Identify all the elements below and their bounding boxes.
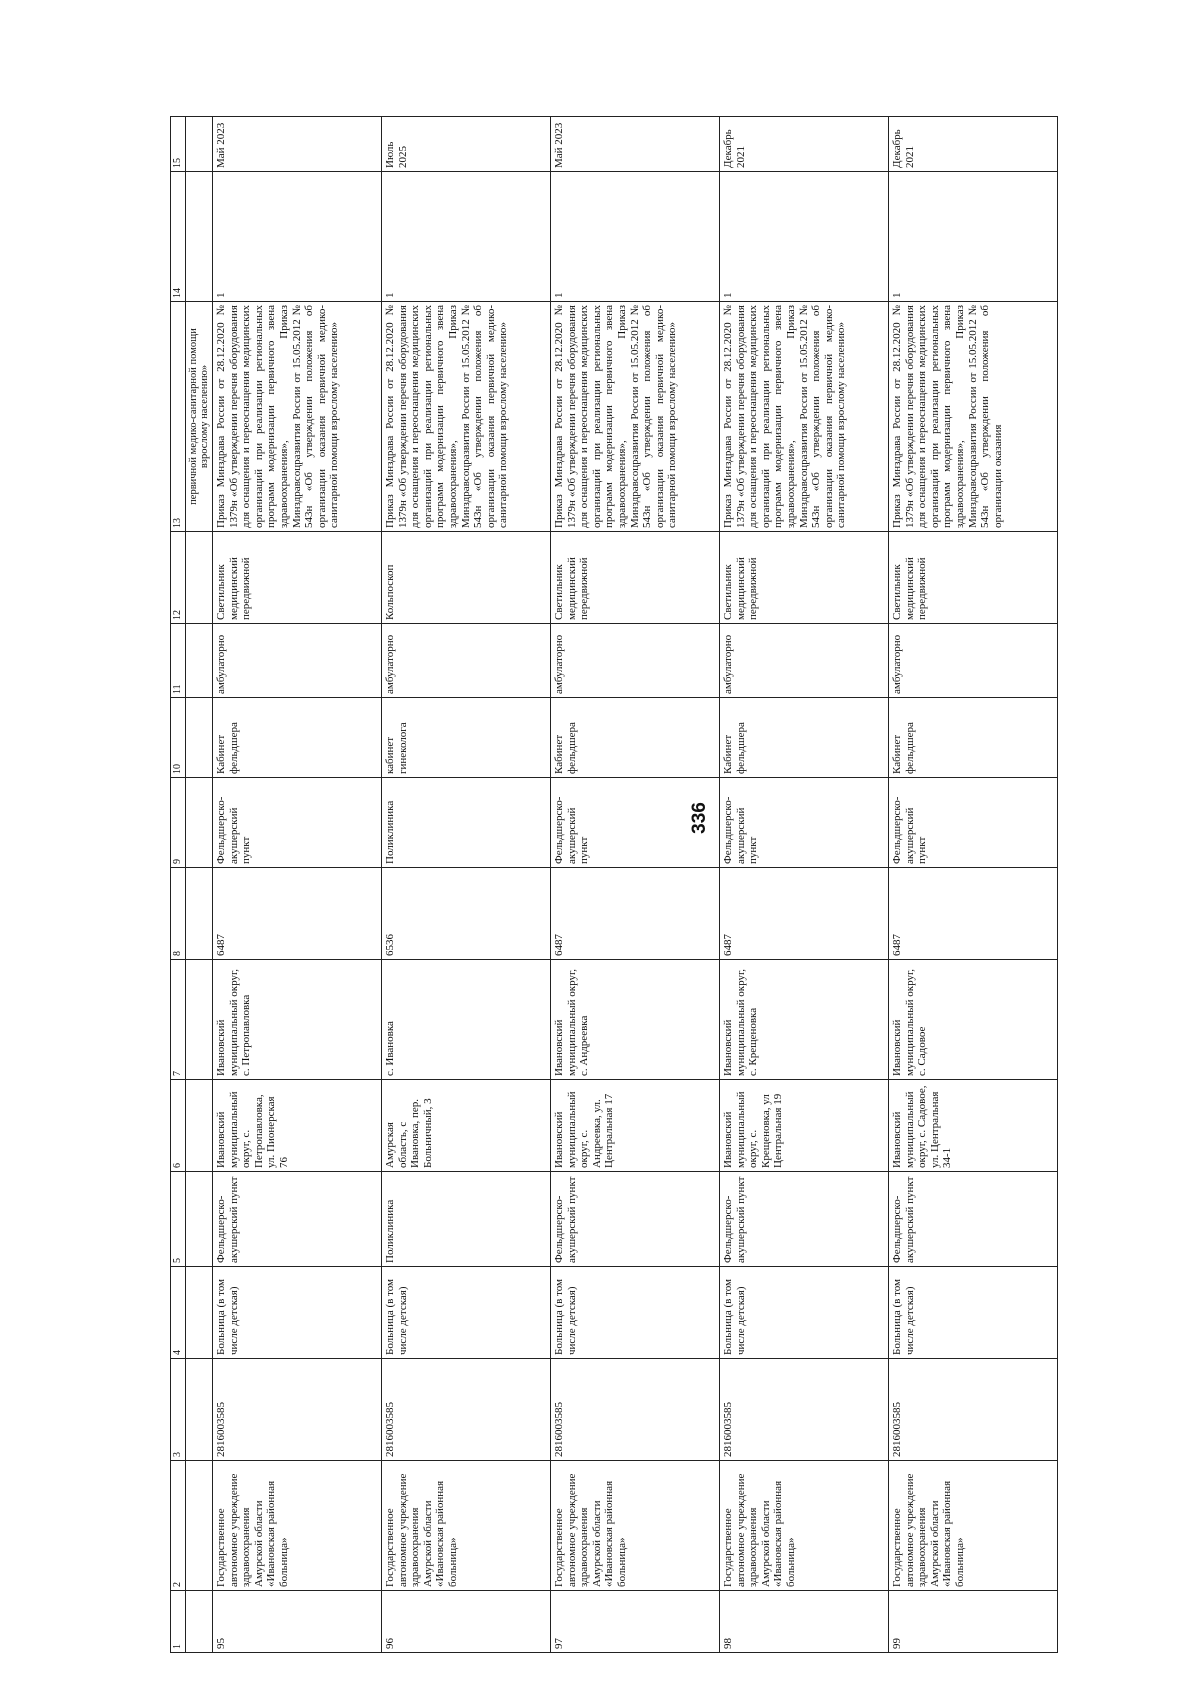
- col-number: 15: [171, 117, 186, 172]
- cabinet: кабинет гинеколога: [382, 698, 551, 778]
- table-row: [213, 117, 382, 1653]
- cabinet: Кабинет фельдшера: [889, 698, 1058, 778]
- division: Поликлиника: [382, 778, 551, 868]
- settlement: Ивановский муниципальный округ, с. Садовое: [889, 960, 1058, 1080]
- col-number: 14: [171, 172, 186, 302]
- col-number: 3: [171, 1359, 186, 1461]
- care-condition: амбулаторно: [551, 624, 720, 698]
- col-number: 2: [171, 1461, 186, 1591]
- col-number: 10: [171, 698, 186, 778]
- equipment-name: Светильник медицинский передвижной: [213, 532, 382, 624]
- organization-name: Государственное автономное учреждение здравоохранения Амурской области «Ивановская районная больница»: [551, 1461, 720, 1591]
- continuation-text: первичной медико-санитарной помощи взрослому населению»: [186, 302, 213, 532]
- population: 6487: [889, 868, 1058, 960]
- delivery-date: Декабрь 2021: [889, 117, 1058, 172]
- organization-type: Больница (в том числе детская): [889, 1267, 1058, 1359]
- address: Амурская область, с Ивановка, пер. Больничный, 3: [382, 1080, 551, 1172]
- cabinet: Кабинет фельдшера: [720, 698, 889, 778]
- inn: 2816003585: [213, 1359, 382, 1461]
- organization-type: Больница (в том числе детская): [551, 1267, 720, 1359]
- legal-basis: Приказ Минздрава России от 28.12.2020 № 1379н «Об утверждении перечня оборудования для оснащения и переоснащения медицинских организаций при реализации региональных программ модернизации первичного звена здравоохранения», Приказ Минздравсоцразвития России от 15.05.2012 № 543н «Об утверждении положения об организации оказания первичной медико-санитарной помощи взрослому населению»: [720, 302, 889, 532]
- population: 6487: [551, 868, 720, 960]
- col-number: 6: [171, 1080, 186, 1172]
- address: Ивановский муниципальный округ, с. Садовое, ул. Центральная 34-1: [889, 1080, 1058, 1172]
- quantity: 1: [720, 172, 889, 302]
- delivery-date: Май 2023: [213, 117, 382, 172]
- table-row: [720, 117, 889, 1653]
- table-row: [551, 117, 720, 1653]
- inn: 2816003585: [382, 1359, 551, 1461]
- settlement: Ивановский муниципальный округ, с. Крещеновка: [720, 960, 889, 1080]
- row-number: 95: [213, 1591, 382, 1653]
- organization-type: Больница (в том числе детская): [382, 1267, 551, 1359]
- population: 6487: [720, 868, 889, 960]
- organization-type: Больница (в том числе детская): [720, 1267, 889, 1359]
- settlement: с. Ивановка: [382, 960, 551, 1080]
- organization-name: Государственное автономное учреждение здравоохранения Амурской области «Ивановская районная больница»: [382, 1461, 551, 1591]
- quantity: 1: [382, 172, 551, 302]
- care-condition: амбулаторно: [382, 624, 551, 698]
- organization-name: Государственное автономное учреждение здравоохранения Амурской области «Ивановская районная больница»: [213, 1461, 382, 1591]
- division: Фельдшерско-акушерский пункт: [551, 778, 720, 868]
- continuation-row: [186, 117, 213, 1653]
- division: Фельдшерско-акушерский пункт: [213, 778, 382, 868]
- col-number: 12: [171, 532, 186, 624]
- equipment-register-table: [170, 116, 1058, 1653]
- column-number-row: [171, 117, 186, 1653]
- col-number: 9: [171, 778, 186, 868]
- population: 6536: [382, 868, 551, 960]
- legal-basis: Приказ Минздрава России от 28.12.2020 № 1379н «Об утверждении перечня оборудования для оснащения и переоснащения медицинских организаций при реализации региональных программ модернизации первичного звена здравоохранения», Приказ Минздравсоцразвития России от 15.05.2012 № 543н «Об утверждении положения об организации оказания первичной медико-санитарной помощи взрослому населению»: [213, 302, 382, 532]
- organization-name: Государственное автономное учреждение здравоохранения Амурской области «Ивановская районная больница»: [889, 1461, 1058, 1591]
- unit-type: Фельдшерско-акушерский пункт: [551, 1172, 720, 1267]
- settlement: Ивановский муниципальный округ, с. Андреевка: [551, 960, 720, 1080]
- unit-type: Фельдшерско-акушерский пункт: [720, 1172, 889, 1267]
- address: Ивановский муниципальный округ, с. Петропавловка, ул. Пионерская 76: [213, 1080, 382, 1172]
- legal-basis: Приказ Минздрава России от 28.12.2020 № 1379н «Об утверждении перечня оборудования для оснащения и переоснащения медицинских организаций при реализации региональных программ модернизации первичного звена здравоохранения», Приказ Минздравсоцразвития России от 15.05.2012 № 543н «Об утверждении положения об организации оказания первичной медико-санитарной помощи взрослому населению»: [382, 302, 551, 532]
- organization-name: Государственное автономное учреждение здравоохранения Амурской области «Ивановская районная больница»: [720, 1461, 889, 1591]
- division: Фельдшерско-акушерский пункт: [889, 778, 1058, 868]
- col-number: 5: [171, 1172, 186, 1267]
- cabinet: Кабинет фельдшера: [551, 698, 720, 778]
- care-condition: амбулаторно: [213, 624, 382, 698]
- care-condition: амбулаторно: [889, 624, 1058, 698]
- row-number: 99: [889, 1591, 1058, 1653]
- rotated-table-container: [170, 117, 1070, 1653]
- inn: 2816003585: [720, 1359, 889, 1461]
- cabinet: Кабинет фельдшера: [213, 698, 382, 778]
- delivery-date: Декабрь 2021: [720, 117, 889, 172]
- equipment-name: Светильник медицинский передвижной: [889, 532, 1058, 624]
- unit-type: Фельдшерско-акушерский пункт: [889, 1172, 1058, 1267]
- organization-type: Больница (в том числе детская): [213, 1267, 382, 1359]
- col-number: 4: [171, 1267, 186, 1359]
- unit-type: Фельдшерско-акушерский пункт: [213, 1172, 382, 1267]
- col-number: 7: [171, 960, 186, 1080]
- delivery-date: Июль 2025: [382, 117, 551, 172]
- care-condition: амбулаторно: [720, 624, 889, 698]
- row-number: 97: [551, 1591, 720, 1653]
- row-number: 96: [382, 1591, 551, 1653]
- settlement: Ивановский муниципальный округ, с. Петропавловка: [213, 960, 382, 1080]
- col-number: 11: [171, 624, 186, 698]
- population: 6487: [213, 868, 382, 960]
- delivery-date: Май 2023: [551, 117, 720, 172]
- col-number: 1: [171, 1591, 186, 1653]
- equipment-name: Светильник медицинский передвижной: [720, 532, 889, 624]
- address: Ивановский муниципальный округ, с. Крещеновка, ул Центральная 19: [720, 1080, 889, 1172]
- legal-basis: Приказ Минздрава России от 28.12.2020 № 1379н «Об утверждении перечня оборудования для оснащения и переоснащения медицинских организаций при реализации региональных программ модернизации первичного звена здравоохранения», Приказ Минздравсоцразвития России от 15.05.2012 № 543н «Об утверждении положения об организации оказания: [889, 302, 1058, 532]
- unit-type: Поликлиника: [382, 1172, 551, 1267]
- col-number: 8: [171, 868, 186, 960]
- address: Ивановский муниципальный округ, с. Андреевка, ул. Центральная 17: [551, 1080, 720, 1172]
- inn: 2816003585: [889, 1359, 1058, 1461]
- legal-basis: Приказ Минздрава России от 28.12.2020 № 1379н «Об утверждении перечня оборудования для оснащения и переоснащения медицинских организаций при реализации региональных программ модернизации первичного звена здравоохранения», Приказ Минздравсоцразвития России от 15.05.2012 № 543н «Об утверждении положения об организации оказания первичной медико-санитарной помощи взрослому населению»: [551, 302, 720, 532]
- quantity: 1: [889, 172, 1058, 302]
- col-number: 13: [171, 302, 186, 532]
- row-number: 98: [720, 1591, 889, 1653]
- equipment-name: Светильник медицинский передвижной: [551, 532, 720, 624]
- page-number: 336: [689, 802, 710, 834]
- table-row: [889, 117, 1058, 1653]
- equipment-name: Кольпоскоп: [382, 532, 551, 624]
- table-row: [382, 117, 551, 1653]
- quantity: 1: [551, 172, 720, 302]
- inn: 2816003585: [551, 1359, 720, 1461]
- division: Фельдшерско-акушерский пункт: [720, 778, 889, 868]
- quantity: 1: [213, 172, 382, 302]
